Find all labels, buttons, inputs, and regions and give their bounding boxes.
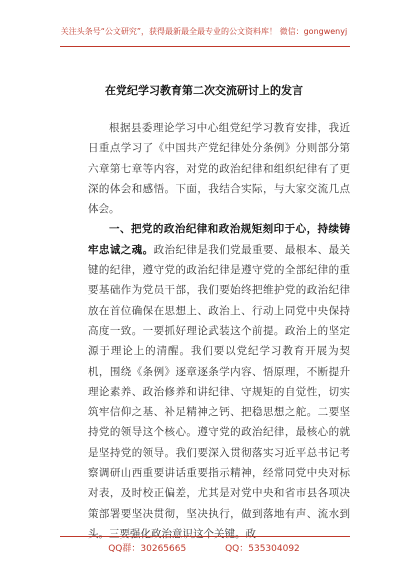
footer-rule <box>60 536 350 537</box>
footer-qq-group: QQ群：30265665 <box>108 544 187 554</box>
header-banner: 关注头条号“公文研究”，获得最新最全最专业的公文资料库！ 微信：gongwenyj <box>60 27 348 36</box>
header-rule <box>60 46 350 47</box>
document-body <box>88 118 350 544</box>
document-title: 在党纪学习教育第二次交流研讨上的发言 <box>105 84 303 97</box>
section-1-heading: 一、把党的政治纪律和政治规矩刻印于心，持续铸牢忠诚之魂。 <box>88 223 350 256</box>
section-1-paragraph <box>88 219 350 544</box>
footer-qq: QQ：535304092 <box>225 544 300 554</box>
footer-contact <box>0 541 408 554</box>
intro-paragraph: 根据县委理论学习中心组党纪学习教育安排，我近日重点学习了《中国共产党纪律处分条例》分则部分第六章第七章等内容，对党的政治纪律和组织纪律有了更深的体会和感悟。下面，我结合实际，与大家交流几点体会。 <box>88 122 350 216</box>
section-1-text: 政治纪律是我们党最重要、最根本、最关键的纪律，遵守党的政治纪律是遵守党的全部纪律的重要基础作为党员干部，我们要始终把维护党的政治纪律放在首位确保在思想上、政治上、行动上同党中央保持高度一致。一要抓好理论武装这个前提。政治上的坚定源于理论上的清醒。我们要以党纪学习教育开展为契机，围绕《条例》逐章逐条学内容、悟原理，不断提升理论素养、政治修养和讲纪律、守规矩的自觉性，切实筑牢信仰之基、补足精神之钙、把稳思想之舵。二要坚持党的领导这个核心。遵守党的政治纪律，最核心的就是坚持党的领导。我们要深入贯彻落实习近平总书记考察调研山西重要讲话重要指示精神，经常同党中央对标对表，及时校正偏差，尤其是对党中央和省市县各项决策部署要坚决贯彻，坚决执行，做到落地有声、流水到头。三要强化政治意识这个关键。政 <box>88 243 350 540</box>
